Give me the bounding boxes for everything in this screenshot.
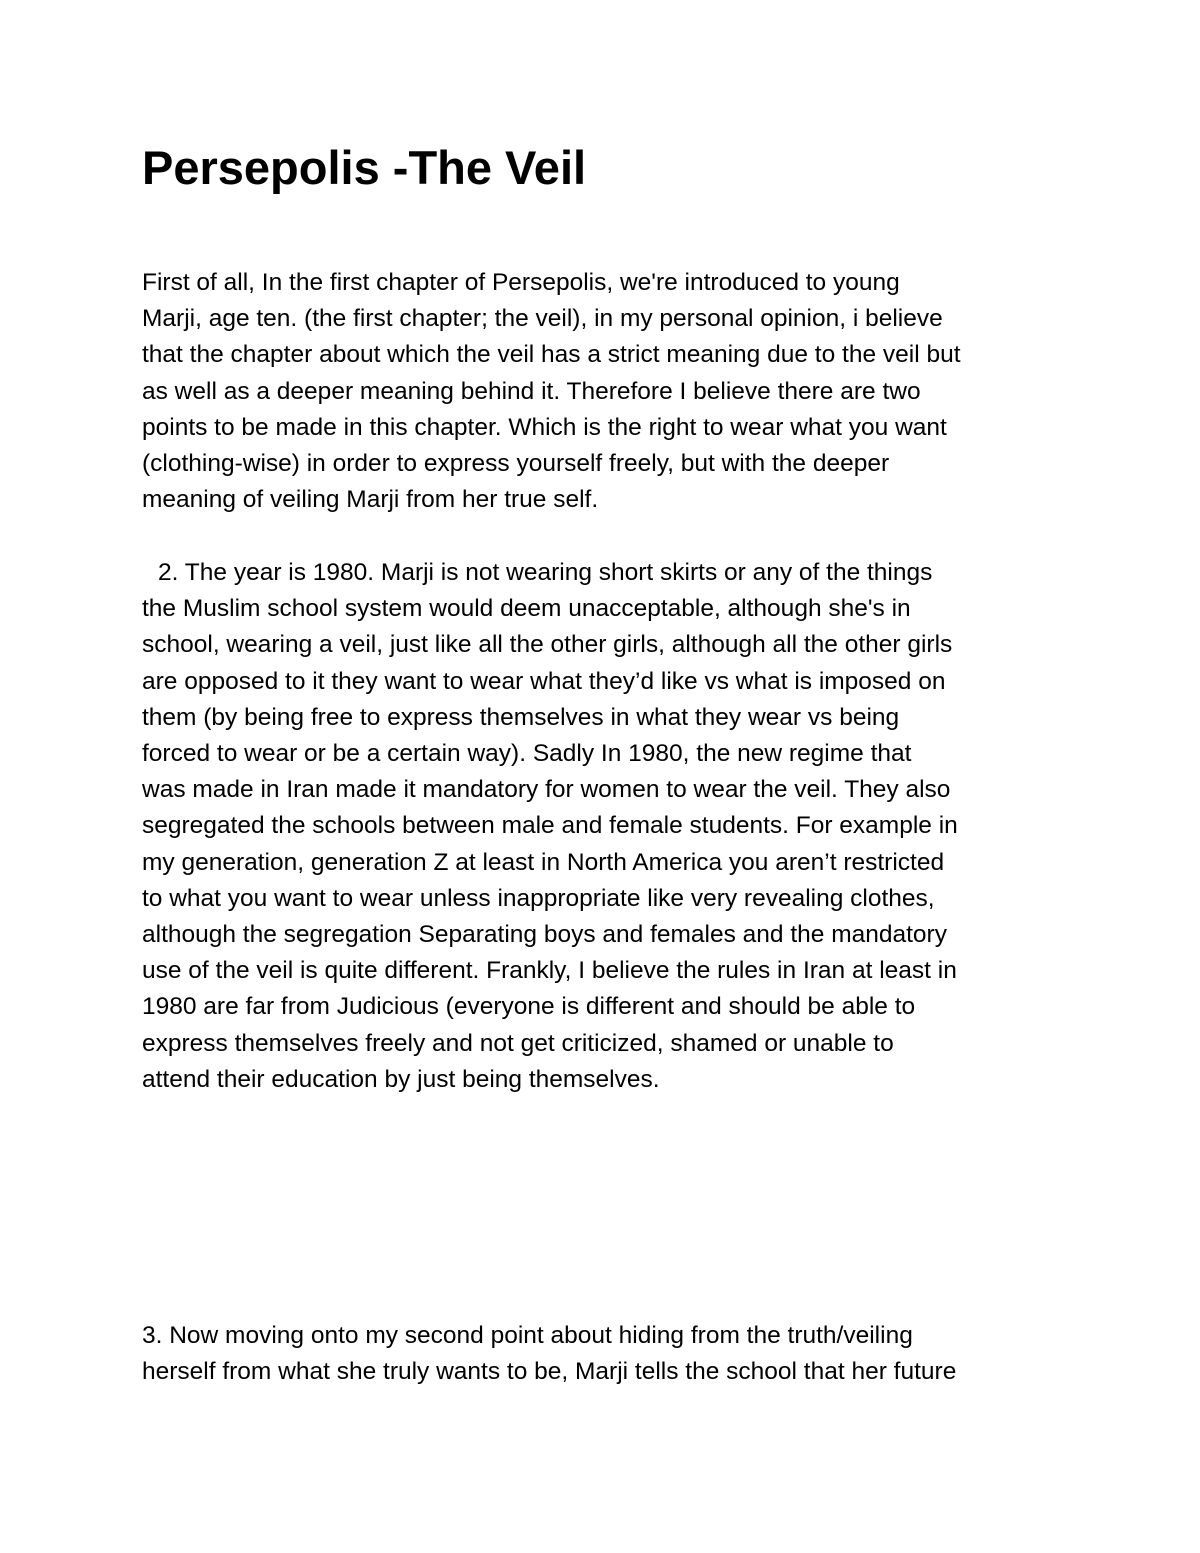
text-line: herself from what she truly wants to be, Marji tells the school that her future [142, 1358, 957, 1386]
text-line: attend their education by just being themselves. [142, 1065, 660, 1093]
text-line: although the segregation Separating boys and females and the mandatory [142, 921, 947, 949]
text-line: (clothing-wise) in order to express yourself freely, but with the deeper [142, 450, 890, 478]
text-line: school, wearing a veil, just like all the other girls, although all the other girls [142, 631, 953, 659]
text-line: use of the veil is quite different. Frankly, I believe the rules in Iran at least in [142, 957, 957, 985]
text-line: 3. Now moving onto my second point about hiding from the truth/veiling [142, 1322, 913, 1349]
paragraph-point-3 [142, 1318, 1082, 1390]
text-line: segregated the schools between male and female students. For example in [142, 812, 958, 840]
text-line: 2. The year is 1980. Marji is not wearing short skirts or any of the things [158, 559, 933, 586]
text-line: to what you want to wear unless inappropriate like very revealing clothes, [142, 884, 935, 912]
paragraph-point-2 [142, 555, 1082, 1098]
text-line: are opposed to it they want to wear what they’d like vs what is imposed on [142, 667, 946, 695]
text-line: points to be made in this chapter. Which is the right to wear what you want [142, 413, 947, 441]
text-line: First of all, In the first chapter of Persepolis, we're introduced to young [142, 269, 900, 296]
text-line: express themselves freely and not get criticized, shamed or unable to [142, 1029, 894, 1057]
text-line: forced to wear or be a certain way). Sadly In 1980, the new regime that [142, 740, 912, 768]
text-line: 1980 are far from Judicious (everyone is different and should be able to [142, 993, 916, 1021]
text-line: Marji, age ten. (the first chapter; the veil), in my personal opinion, i believe [142, 305, 943, 333]
document-title: Persepolis -The Veil [142, 141, 587, 194]
paragraph-intro [142, 265, 1082, 518]
text-line: my generation, generation Z at least in North America you aren’t restricted [142, 848, 945, 876]
text-line: that the chapter about which the veil has a strict meaning due to the veil but [142, 341, 961, 369]
text-line: as well as a deeper meaning behind it. Therefore I believe there are two [142, 377, 921, 405]
text-line: them (by being free to express themselves in what they wear vs being [142, 703, 900, 731]
text-line: meaning of veiling Marji from her true self. [142, 486, 599, 514]
text-line: was made in Iran made it mandatory for women to wear the veil. They also [142, 776, 951, 804]
text-line: the Muslim school system would deem unacceptable, although she's in [142, 595, 911, 623]
